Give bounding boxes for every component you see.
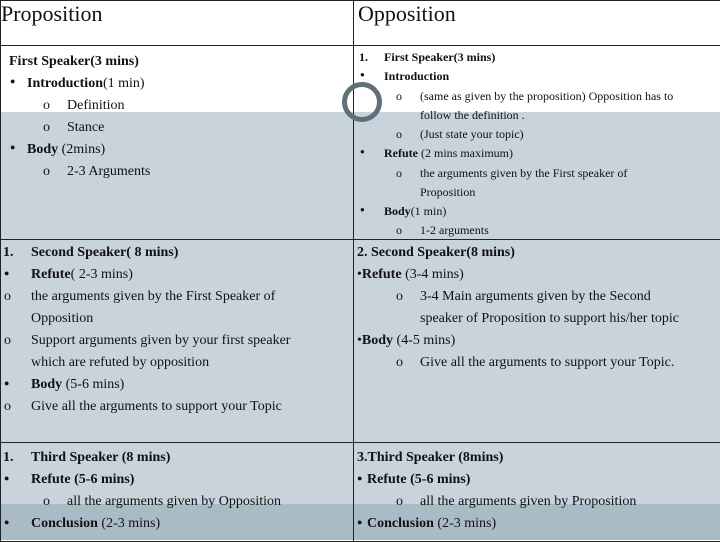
bullet-dot-icon: ● [360, 70, 365, 79]
bullet-dot-icon: ● [4, 473, 9, 483]
proposition-header: Proposition [1, 1, 354, 46]
just-state-item: (Just state your topic) [420, 127, 524, 142]
same-definition-item-cont: follow the definition . [420, 108, 525, 123]
refute-item: Refute (5-6 mins) [367, 472, 470, 488]
opposition-second-speaker-cell [354, 240, 720, 443]
bullet-dot-icon: ● [10, 142, 15, 152]
circle-bullet-icon: o [43, 494, 50, 510]
bullet-dot-icon: ● [10, 76, 15, 86]
first-speaker-title: First Speaker(3 mins) [384, 50, 495, 65]
introduction-item: Introduction(1 min) [27, 76, 145, 92]
circle-bullet-icon: o [4, 399, 11, 415]
circle-bullet-icon: o [43, 164, 50, 180]
arguments-item: 1-2 arguments [420, 223, 489, 238]
circle-bullet-icon: o [396, 89, 402, 104]
refute-arguments-item: all the arguments given by Opposition [67, 494, 281, 510]
refute-arguments-item: all the arguments given by Proposition [420, 494, 636, 510]
definition-item: Definition [67, 98, 125, 114]
list-number: 1. [359, 50, 368, 65]
bullet-dot-icon: ● [4, 378, 9, 388]
second-speaker-title: Second Speaker( 8 mins) [31, 245, 178, 261]
refute-item: Refute (2 mins maximum) [384, 146, 513, 161]
refute-arguments-item: the arguments given by the First speaker of [420, 166, 627, 181]
opposition-header: Opposition [354, 1, 720, 46]
bullet-dot-icon: ● [357, 517, 362, 527]
bullet-dot-icon: ● [360, 147, 365, 156]
circle-bullet-icon: o [4, 333, 11, 349]
body-item: Body (5-6 mins) [31, 377, 124, 393]
circle-bullet-icon: o [396, 355, 403, 371]
circle-bullet-icon: o [396, 289, 403, 305]
conclusion-item: Conclusion (2-3 mins) [367, 516, 496, 532]
body-item: Body (2mins) [27, 142, 105, 158]
second-speaker-title: 2. Second Speaker(8 mins) [357, 245, 515, 261]
third-speaker-title: Third Speaker (8 mins) [31, 450, 170, 466]
circle-bullet-icon: o [396, 494, 403, 510]
refute-arguments-item-cont: Proposition [420, 185, 475, 200]
bullet-dot-icon: ● [4, 517, 9, 527]
circle-bullet-icon: o [396, 127, 402, 142]
opposition-third-speaker-cell [354, 443, 720, 542]
third-speaker-title: 3.Third Speaker (8mins) [357, 450, 503, 466]
refute-item: •Refute (3-4 mins) [357, 267, 464, 283]
give-arguments-item: Give all the arguments to support your Topic. [420, 355, 674, 371]
proposition-first-speaker-cell [1, 46, 354, 240]
proposition-third-speaker-cell [1, 443, 354, 542]
give-arguments-item: Give all the arguments to support your Topic [31, 399, 282, 415]
mid-bullet-icon: • [357, 333, 362, 348]
mid-bullet-icon: • [357, 267, 362, 282]
stance-item: Stance [67, 120, 104, 136]
bullet-dot-icon: ● [357, 473, 362, 483]
circle-bullet-icon: o [43, 120, 50, 136]
circle-bullet-icon: o [396, 166, 402, 181]
circle-bullet-icon: o [43, 98, 50, 114]
proposition-second-speaker-cell [1, 240, 354, 443]
list-number: 1. [3, 245, 14, 261]
arguments-item: 2-3 Arguments [67, 164, 150, 180]
circle-bullet-icon: o [396, 223, 402, 238]
bullet-dot-icon: ● [4, 268, 9, 278]
main-arguments-item-cont: speaker of Proposition to support his/her topic [420, 311, 679, 327]
body-item: •Body (4-5 mins) [357, 333, 455, 349]
refute-arguments-item: the arguments given by the First Speaker of [31, 289, 275, 305]
bullet-dot-icon: ● [360, 205, 365, 214]
same-definition-item: (same as given by the proposition) Opposition has to [420, 89, 673, 104]
conclusion-item: Conclusion (2-3 mins) [31, 516, 160, 532]
introduction-item: Introduction [384, 69, 449, 84]
opposition-first-speaker-cell [354, 46, 720, 240]
support-arguments-item-cont: which are refuted by opposition [31, 355, 209, 371]
decorative-ring [342, 82, 382, 122]
list-number: 1. [3, 450, 14, 466]
refute-item: Refute( 2-3 mins) [31, 267, 133, 283]
refute-item: Refute (5-6 mins) [31, 472, 134, 488]
first-speaker-title: First Speaker(3 mins) [9, 54, 139, 70]
refute-arguments-item-cont: Opposition [31, 311, 93, 327]
circle-bullet-icon: o [4, 289, 11, 305]
body-item: Body(1 min) [384, 204, 446, 219]
support-arguments-item: Support arguments given by your first speaker [31, 333, 290, 349]
main-arguments-item: 3-4 Main arguments given by the Second [420, 289, 651, 305]
